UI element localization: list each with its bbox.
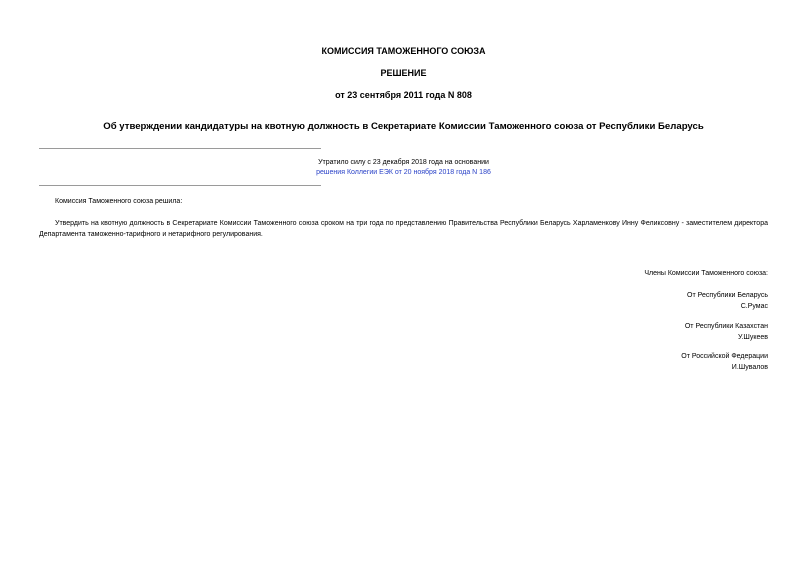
signature-block-kazakhstan bbox=[685, 321, 768, 343]
signature-country: От Республики Казахстан bbox=[684, 323, 768, 330]
intro-paragraph: Комиссия Таможенного союза решила: bbox=[55, 198, 183, 205]
signature-block-belarus bbox=[687, 290, 768, 312]
status-note-link[interactable]: решения Коллегии ЕЭК от 20 ноября 2018 года N 186 bbox=[316, 169, 491, 176]
signature-name: У.Шукеев bbox=[737, 334, 768, 341]
signatures-heading: Члены Комиссии Таможенного союза: bbox=[644, 270, 768, 277]
date-number-heading: от 23 сентября 2011 года N 808 bbox=[335, 90, 472, 100]
bottom-divider bbox=[39, 185, 321, 186]
signature-country: От Республики Беларусь bbox=[687, 292, 768, 299]
decision-paragraph: Утвердить на квотную должность в Секретариате Комиссии Таможенного союза сроком на три года по представлению Правительства Республики Беларусь Харламенкову Инну Феликсовну - заместителем директора Департамента таможенно-тарифного и нетарифного регулирования. bbox=[39, 220, 768, 238]
top-divider bbox=[39, 148, 321, 149]
status-note-text: Утратило силу с 23 декабря 2018 года на основании bbox=[318, 159, 489, 166]
signature-country: От Российской Федерации bbox=[681, 353, 768, 360]
status-note-link-wrapper bbox=[0, 169, 807, 176]
organization-heading: КОМИССИЯ ТАМОЖЕННОГО СОЮЗА bbox=[321, 46, 486, 56]
signature-name: И.Шувалов bbox=[731, 364, 768, 371]
signature-block-russia bbox=[681, 351, 768, 373]
signature-name: С.Румас bbox=[740, 303, 768, 310]
document-title: Об утверждении кандидатуры на квотную должность в Секретариате Комиссии Таможенного союза от Республики Беларусь bbox=[103, 121, 704, 132]
doc-type-heading: РЕШЕНИЕ bbox=[380, 68, 427, 78]
